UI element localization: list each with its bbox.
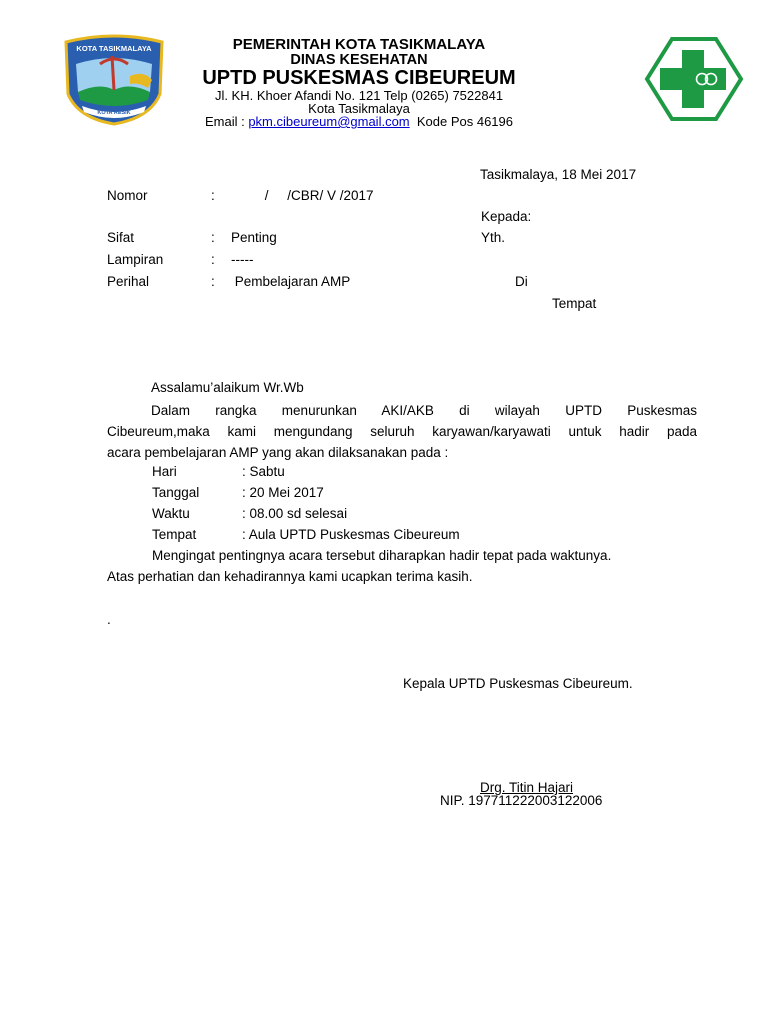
field-label-nomor: Nomor [107, 188, 148, 203]
detail-label-tempat: Tempat [152, 527, 197, 542]
field-colon: : [211, 230, 215, 245]
signatory-title: Kepala UPTD Puskesmas Cibeureum. [403, 676, 633, 691]
field-value-perihal: Pembelajaran AMP [231, 274, 351, 289]
recipient-yth: Yth. [481, 230, 506, 245]
header-city: Kota Tasikmalaya [308, 101, 410, 116]
header-government: PEMERINTAH KOTA TASIKMALAYA [232, 36, 486, 53]
stray-dot: . [107, 612, 111, 627]
closing-line-1: Mengingat pentingnya acara tersebut diharapkan hadir tepat pada waktunya. [152, 548, 612, 563]
signatory-name: Drg. Titin Hajari [480, 780, 574, 795]
logo-bottom-text: KOTA RESIK [97, 110, 131, 116]
header-address: Jl. KH. Khoer Afandi No. 121 Telp (0265) 7522841 [214, 88, 504, 103]
field-value-lampiran: ----- [231, 252, 254, 267]
recipient-tempat: Tempat [552, 296, 597, 311]
field-value-nomor: / /CBR/ V /2017 [231, 188, 374, 203]
email-label: Email : [204, 114, 249, 129]
header-contact [0, 114, 743, 129]
field-value-sifat: Penting [231, 230, 277, 245]
detail-value-waktu: : 08.00 sd selesai [242, 506, 348, 521]
field-label-sifat: Sifat [107, 230, 135, 245]
detail-value-hari: : Sabtu [242, 464, 285, 479]
body-line: acara pembelajaran AMP yang akan dilaksanakan pada : [107, 445, 449, 460]
field-colon: : [211, 188, 215, 203]
signatory-nip: NIP. 197711222003122006 [440, 793, 603, 808]
detail-value-tanggal: : 20 Mei 2017 [242, 485, 324, 500]
field-colon: : [211, 274, 215, 289]
body-line: Cibeureum,maka kami mengundang seluruh karyawan/karyawati untuk hadir pada [107, 424, 697, 439]
detail-label-waktu: Waktu [152, 506, 190, 521]
header-institution: UPTD PUSKESMAS CIBEUREUM [202, 67, 516, 89]
detail-label-tanggal: Tanggal [152, 485, 200, 500]
logo-top-text: KOTA TASIKMALAYA [76, 44, 152, 53]
recipient-kepada: Kepada: [481, 209, 532, 224]
field-colon: : [211, 252, 215, 267]
greeting: Assalamu’alaikum Wr.Wb [151, 380, 304, 395]
header-department: DINAS KESEHATAN [290, 52, 428, 68]
postal-code: Kode Pos 46196 [409, 114, 513, 129]
body-line: Dalam rangka menurunkan AKI/AKB di wilayah UPTD Puskesmas [151, 403, 697, 418]
place-date: Tasikmalaya, 18 Mei 2017 [480, 167, 637, 182]
field-label-lampiran: Lampiran [107, 252, 164, 267]
detail-label-hari: Hari [152, 464, 177, 479]
email-link[interactable]: pkm.cibeureum@gmail.com [248, 114, 410, 129]
field-label-perihal: Perihal [107, 274, 150, 289]
closing-line-2: Atas perhatian dan kehadirannya kami ucapkan terima kasih. [107, 569, 473, 584]
detail-value-tempat: : Aula UPTD Puskesmas Cibeureum [242, 527, 460, 542]
recipient-di: Di [515, 274, 528, 289]
body-paragraph [107, 400, 697, 463]
